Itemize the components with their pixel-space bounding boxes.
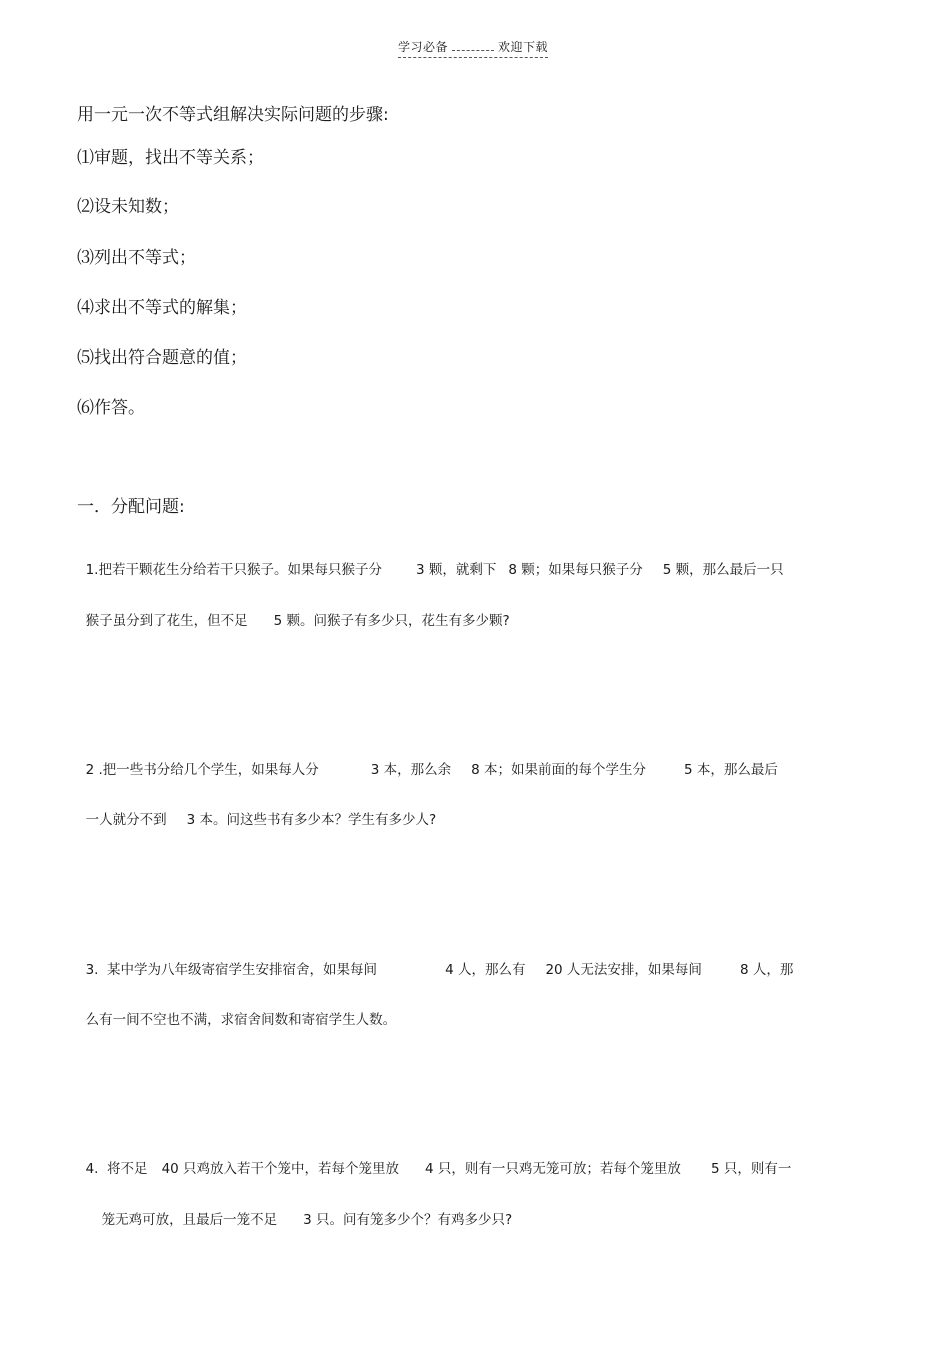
problem-1-text-f: 5 颗。问猴子有多少只，花生有多少颗? (273, 613, 510, 629)
problem-3-line-2 (77, 992, 396, 1028)
header-right: 欢迎下载 (498, 40, 549, 54)
step-5: ⑸找出符合题意的值； (77, 348, 247, 368)
problem-4-text-d: 5 只，则有一 (710, 1161, 792, 1177)
page-header (398, 38, 548, 58)
problem-3-text-c: 20 人无法安排，如果每间 (545, 962, 702, 978)
header-left: 学习必备 (398, 40, 449, 54)
step-6: ⑹作答。 (77, 398, 145, 418)
problem-4-line-1 (77, 1141, 791, 1177)
problem-2-text-a: 2 .把一些书分给几个学生，如果每人分 (85, 762, 319, 778)
header-gap (452, 50, 494, 51)
problem-4-text-a: 4. 将不足 (85, 1161, 148, 1177)
step-3: ⑶列出不等式； (77, 248, 196, 268)
problem-4-text-f: 3 只。问有笼多少个？有鸡多少只? (303, 1212, 513, 1228)
problem-2-text-c: 8 本；如果前面的每个学生分 (471, 762, 647, 778)
step-1: ⑴审题，找出不等关系； (77, 148, 264, 168)
step-2: ⑵设未知数； (77, 197, 179, 217)
section-title: 一．分配问题: (77, 497, 185, 517)
problem-1-text-a: 1.把若干颗花生分给若干只猴子。如果每只猴子分 (85, 562, 382, 578)
problem-1-text-c: 8 颗；如果每只猴子分 (508, 562, 643, 578)
problem-4-text-b: 40 只鸡放入若干个笼中，若每个笼里放 (161, 1161, 400, 1177)
problem-1-line-1 (77, 542, 784, 578)
step-4: ⑷求出不等式的解集； (77, 298, 247, 318)
problem-2-text-f: 3 本。问这些书有多少本？学生有多少人? (186, 812, 437, 828)
problem-3-text-e: 么有一间不空也不满，求宿舍间数和寄宿学生人数。 (85, 1012, 397, 1028)
problem-1-line-2 (77, 593, 510, 629)
problem-4-text-c: 4 只，则有一只鸡无笼可放；若每个笼里放 (425, 1161, 681, 1177)
problem-1-text-b: 3 颗，就剩下 (415, 562, 497, 578)
problem-2-text-e: 一人就分不到 (85, 812, 167, 828)
problem-4-text-e: 笼无鸡可放，且最后一笼不足 (101, 1212, 278, 1228)
problem-1-text-e: 猴子虽分到了花生，但不足 (85, 613, 248, 629)
problem-1-text-d: 5 颗，那么最后一只 (662, 562, 784, 578)
problem-3-line-1 (77, 942, 793, 978)
problem-3-text-a: 3. 某中学为八年级寄宿学生安排宿舍，如果每间 (85, 962, 378, 978)
problem-3-text-d: 8 人，那 (739, 962, 794, 978)
problem-2-text-b: 3 本，那么余 (370, 762, 452, 778)
problem-4-line-2 (93, 1192, 512, 1228)
problem-3-text-b: 4 人，那么有 (445, 962, 526, 978)
problem-2-line-2 (77, 792, 436, 828)
problem-2-line-1 (77, 742, 778, 778)
intro-title: 用一元一次不等式组解决实际问题的步骤: (77, 105, 389, 125)
problem-2-text-d: 5 本，那么最后 (684, 762, 778, 778)
